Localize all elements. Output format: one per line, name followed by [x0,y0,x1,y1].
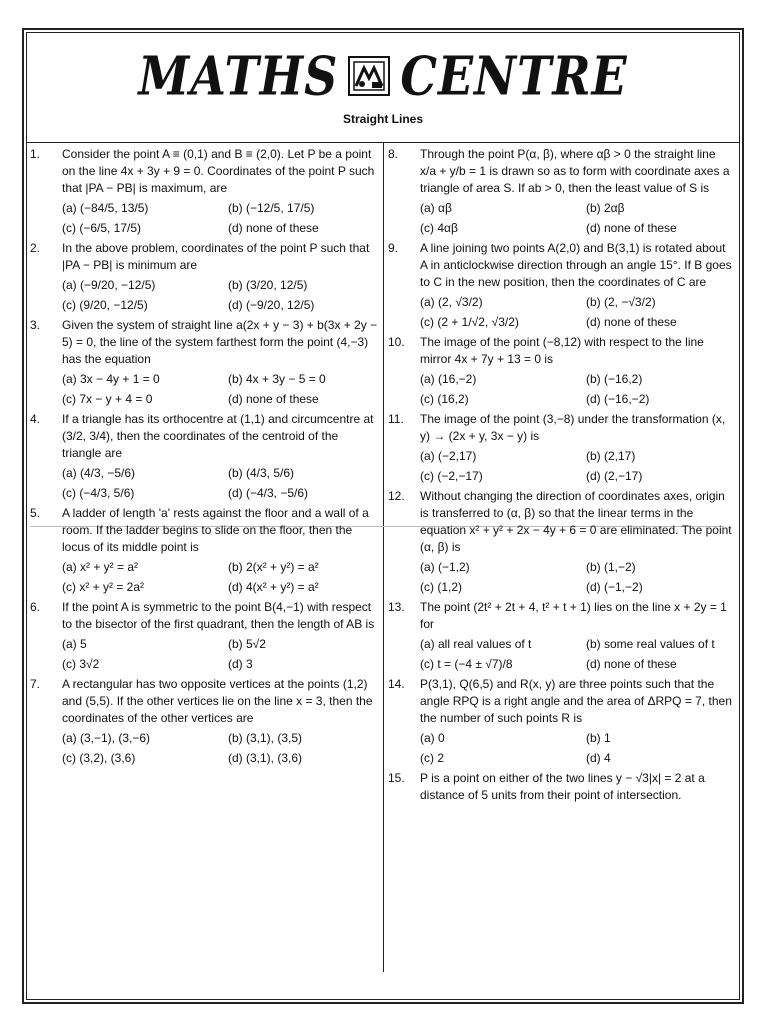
answer-option: (a) (4/3, −5/6) [62,466,136,480]
question-item [30,411,378,502]
answer-option: (d) (3,1), (3,6) [228,751,303,765]
question-item [388,770,734,804]
answer-option: (d) (−1,−2) [586,580,643,594]
page-header [26,42,740,137]
question-item [30,317,378,408]
answer-options [62,200,378,237]
answer-option: (b) some real values of t [586,637,715,651]
question-number: 10. [388,335,405,349]
answer-options [420,559,734,596]
logo-word-left: MATHS [138,44,339,108]
answer-option: (b) 5√2 [228,637,266,651]
answer-option: (b) 2(x² + y²) = a² [228,560,319,574]
answer-option: (b) 2αβ [586,201,625,215]
question-text: If the point A is symmetric to the point B(4,−1) with respect to the bisector of the first quadrant, then the length of AB is [62,600,375,631]
answer-option: (c) 3√2 [62,657,100,671]
answer-option: (a) (−2,17) [420,449,477,463]
answer-option: (a) x² + y² = a² [62,560,139,574]
answer-options [62,465,378,502]
question-number: 15. [388,771,405,785]
answer-options [62,636,378,673]
question-item [388,599,734,673]
question-number: 13. [388,600,405,614]
answer-option: (c) 4αβ [420,221,458,235]
question-number: 3. [30,318,41,332]
answer-option: (b) (−16,2) [586,372,643,386]
answer-option: (b) (2, −√3/2) [586,295,656,309]
question-item [388,488,734,596]
question-text: P is a point on either of the two lines y − √3|x| = 2 at a distance of 5 units from their point of intersection. [420,771,705,802]
question-item [388,411,734,485]
answer-option: (a) (3,−1), (3,−6) [62,731,151,745]
answer-option: (d) none of these [228,221,319,235]
answer-option: (d) (−16,−2) [586,392,650,406]
answer-option: (b) (3/20, 12/5) [228,278,308,292]
answer-option: (d) (−9/20, 12/5) [228,298,315,312]
answer-options [420,636,734,673]
answer-option: (b) (1,−2) [586,560,636,574]
answer-options [420,448,734,485]
answer-option: (a) (−1,2) [420,560,470,574]
answer-options [62,277,378,314]
answer-option: (d) 4(x² + y²) = a² [228,580,319,594]
answer-option: (a) (−84/5, 13/5) [62,201,149,215]
question-number: 6. [30,600,41,614]
logo-emblem-icon [348,56,390,96]
answer-option: (b) 1 [586,731,611,745]
question-text: If a triangle has its orthocentre at (1,1) and circumcentre at (3/2, 3/4), then the coordinates of the centroid of the triangle are [62,412,374,460]
answer-option: (a) (2, √3/2) [420,295,483,309]
question-text: Without changing the direction of coordinates axes, origin is transferred to (α, β) so that the linear terms in the equation x² + y² + 2x − 4y + 6 = 0 are eliminated. The point (α, β) is [420,489,732,554]
answer-option: (c) (−6/5, 17/5) [62,221,142,235]
question-item [388,240,734,331]
answer-option: (a) 0 [420,731,445,745]
question-number: 2. [30,241,41,255]
question-text: Given the system of straight line a(2x + y − 3) + b(3x + 2y − 5) = 0, the line of the system farthest form the point (4,−3) has the equation [62,318,378,366]
answer-option: (c) t = (−4 ± √7)/8 [420,657,513,671]
answer-options [420,371,734,408]
question-item [30,599,378,673]
answer-options [420,294,734,331]
question-text: The image of the point (−8,12) with respect to the line mirror 4x + 7y + 13 = 0 is [420,335,704,366]
answer-options [420,730,734,767]
answer-option: (b) (3,1), (3,5) [228,731,303,745]
answer-option: (c) (9/20, −12/5) [62,298,148,312]
question-number: 5. [30,506,41,520]
answer-option: (c) (−4/3, 5/6) [62,486,135,500]
answer-option: (d) none of these [586,221,677,235]
answer-option: (a) (−9/20, −12/5) [62,278,156,292]
answer-option: (c) (3,2), (3,6) [62,751,136,765]
answer-option: (b) 4x + 3y − 5 = 0 [228,372,326,386]
question-number: 8. [388,147,399,161]
page-subtitle: Straight Lines [342,112,423,126]
answer-option: (b) (4/3, 5/6) [228,466,295,480]
answer-option: (a) all real values of t [420,637,532,651]
answer-option: (c) (1,2) [420,580,462,594]
question-item [388,334,734,408]
answer-option: (c) 7x − y + 4 = 0 [62,392,153,406]
question-number: 1. [30,147,41,161]
answer-option: (a) 3x − 4y + 1 = 0 [62,372,160,386]
answer-option: (b) (2,17) [586,449,636,463]
question-text: In the above problem, coordinates of the point P such that |PA − PB| is minimum are [62,241,370,272]
answer-option: (c) (2 + 1/√2, √3/2) [420,315,519,329]
question-text: A ladder of length 'a' rests against the floor and a wall of a room. If the ladder begins to slide on the floor, then the locus of its middle point is [62,506,369,554]
question-text: P(3,1), Q(6,5) and R(x, y) are three points such that the angle RPQ is a right angle and the area of ΔRPQ = 7, then the number of such points R is [420,677,732,725]
question-item [30,676,378,767]
question-text: The image of the point (3,−8) under the transformation (x, y) → (2x + y, 3x − y) is [420,412,726,443]
answer-option: (d) (2,−17) [586,469,643,483]
question-number: 11. [388,412,404,426]
answer-option: (a) (16,−2) [420,372,477,386]
question-number: 4. [30,412,41,426]
question-number: 14. [388,677,405,691]
answer-option: (d) 3 [228,657,253,671]
column-divider [383,142,384,972]
right-question-column [388,146,734,807]
question-text: Through the point P(α, β), where αβ > 0 the straight line x/a + y/b = 1 is drawn so as to form with coordinate axes a triangle of area S. If ab > 0, then the least value of S is [420,147,730,195]
answer-option: (d) none of these [228,392,319,406]
question-item [30,146,378,237]
question-text: A line joining two points A(2,0) and B(3,1) is rotated about A in anticlockwise direction through an angle 15°. If B goes to C in the new position, then the coordinates of C are [420,241,732,289]
answer-option: (b) (−12/5, 17/5) [228,201,315,215]
answer-option: (c) (−2,−17) [420,469,483,483]
answer-option: (d) (−4/3, −5/6) [228,486,309,500]
question-text: A rectangular has two opposite vertices at the points (1,2) and (5,5). If the other vertices lie on the line x = 3, then the coordinates of the other vertices are [62,677,373,725]
question-number: 9. [388,241,399,255]
answer-options [62,559,378,596]
question-item [30,505,378,596]
question-item [30,240,378,314]
answer-option: (d) none of these [586,315,677,329]
answer-option: (c) 2 [420,751,444,765]
question-item [388,146,734,237]
left-question-column [30,146,378,770]
answer-options [62,371,378,408]
answer-options [420,200,734,237]
logo-word-right: CENTRE [400,44,628,108]
question-item [388,676,734,767]
answer-option: (d) none of these [586,657,677,671]
answer-option: (d) 4 [586,751,611,765]
answer-option: (a) αβ [420,201,452,215]
answer-option: (c) (16,2) [420,392,469,406]
question-text: The point (2t² + 2t + 4, t² + t + 1) lies on the line x + 2y = 1 for [420,600,727,631]
maths-centre-logo [26,44,740,108]
question-number: 7. [30,677,41,691]
answer-options [62,730,378,767]
answer-option: (a) 5 [62,637,87,651]
answer-option: (c) x² + y² = 2a² [62,580,145,594]
question-text: Consider the point A ≡ (0,1) and B ≡ (2,0). Let P be a point on the line 4x + 3y + 9 = 0. Coordinates of the point P such that |PA − PB| is maximum, are [62,147,375,195]
question-number: 12. [388,489,405,503]
